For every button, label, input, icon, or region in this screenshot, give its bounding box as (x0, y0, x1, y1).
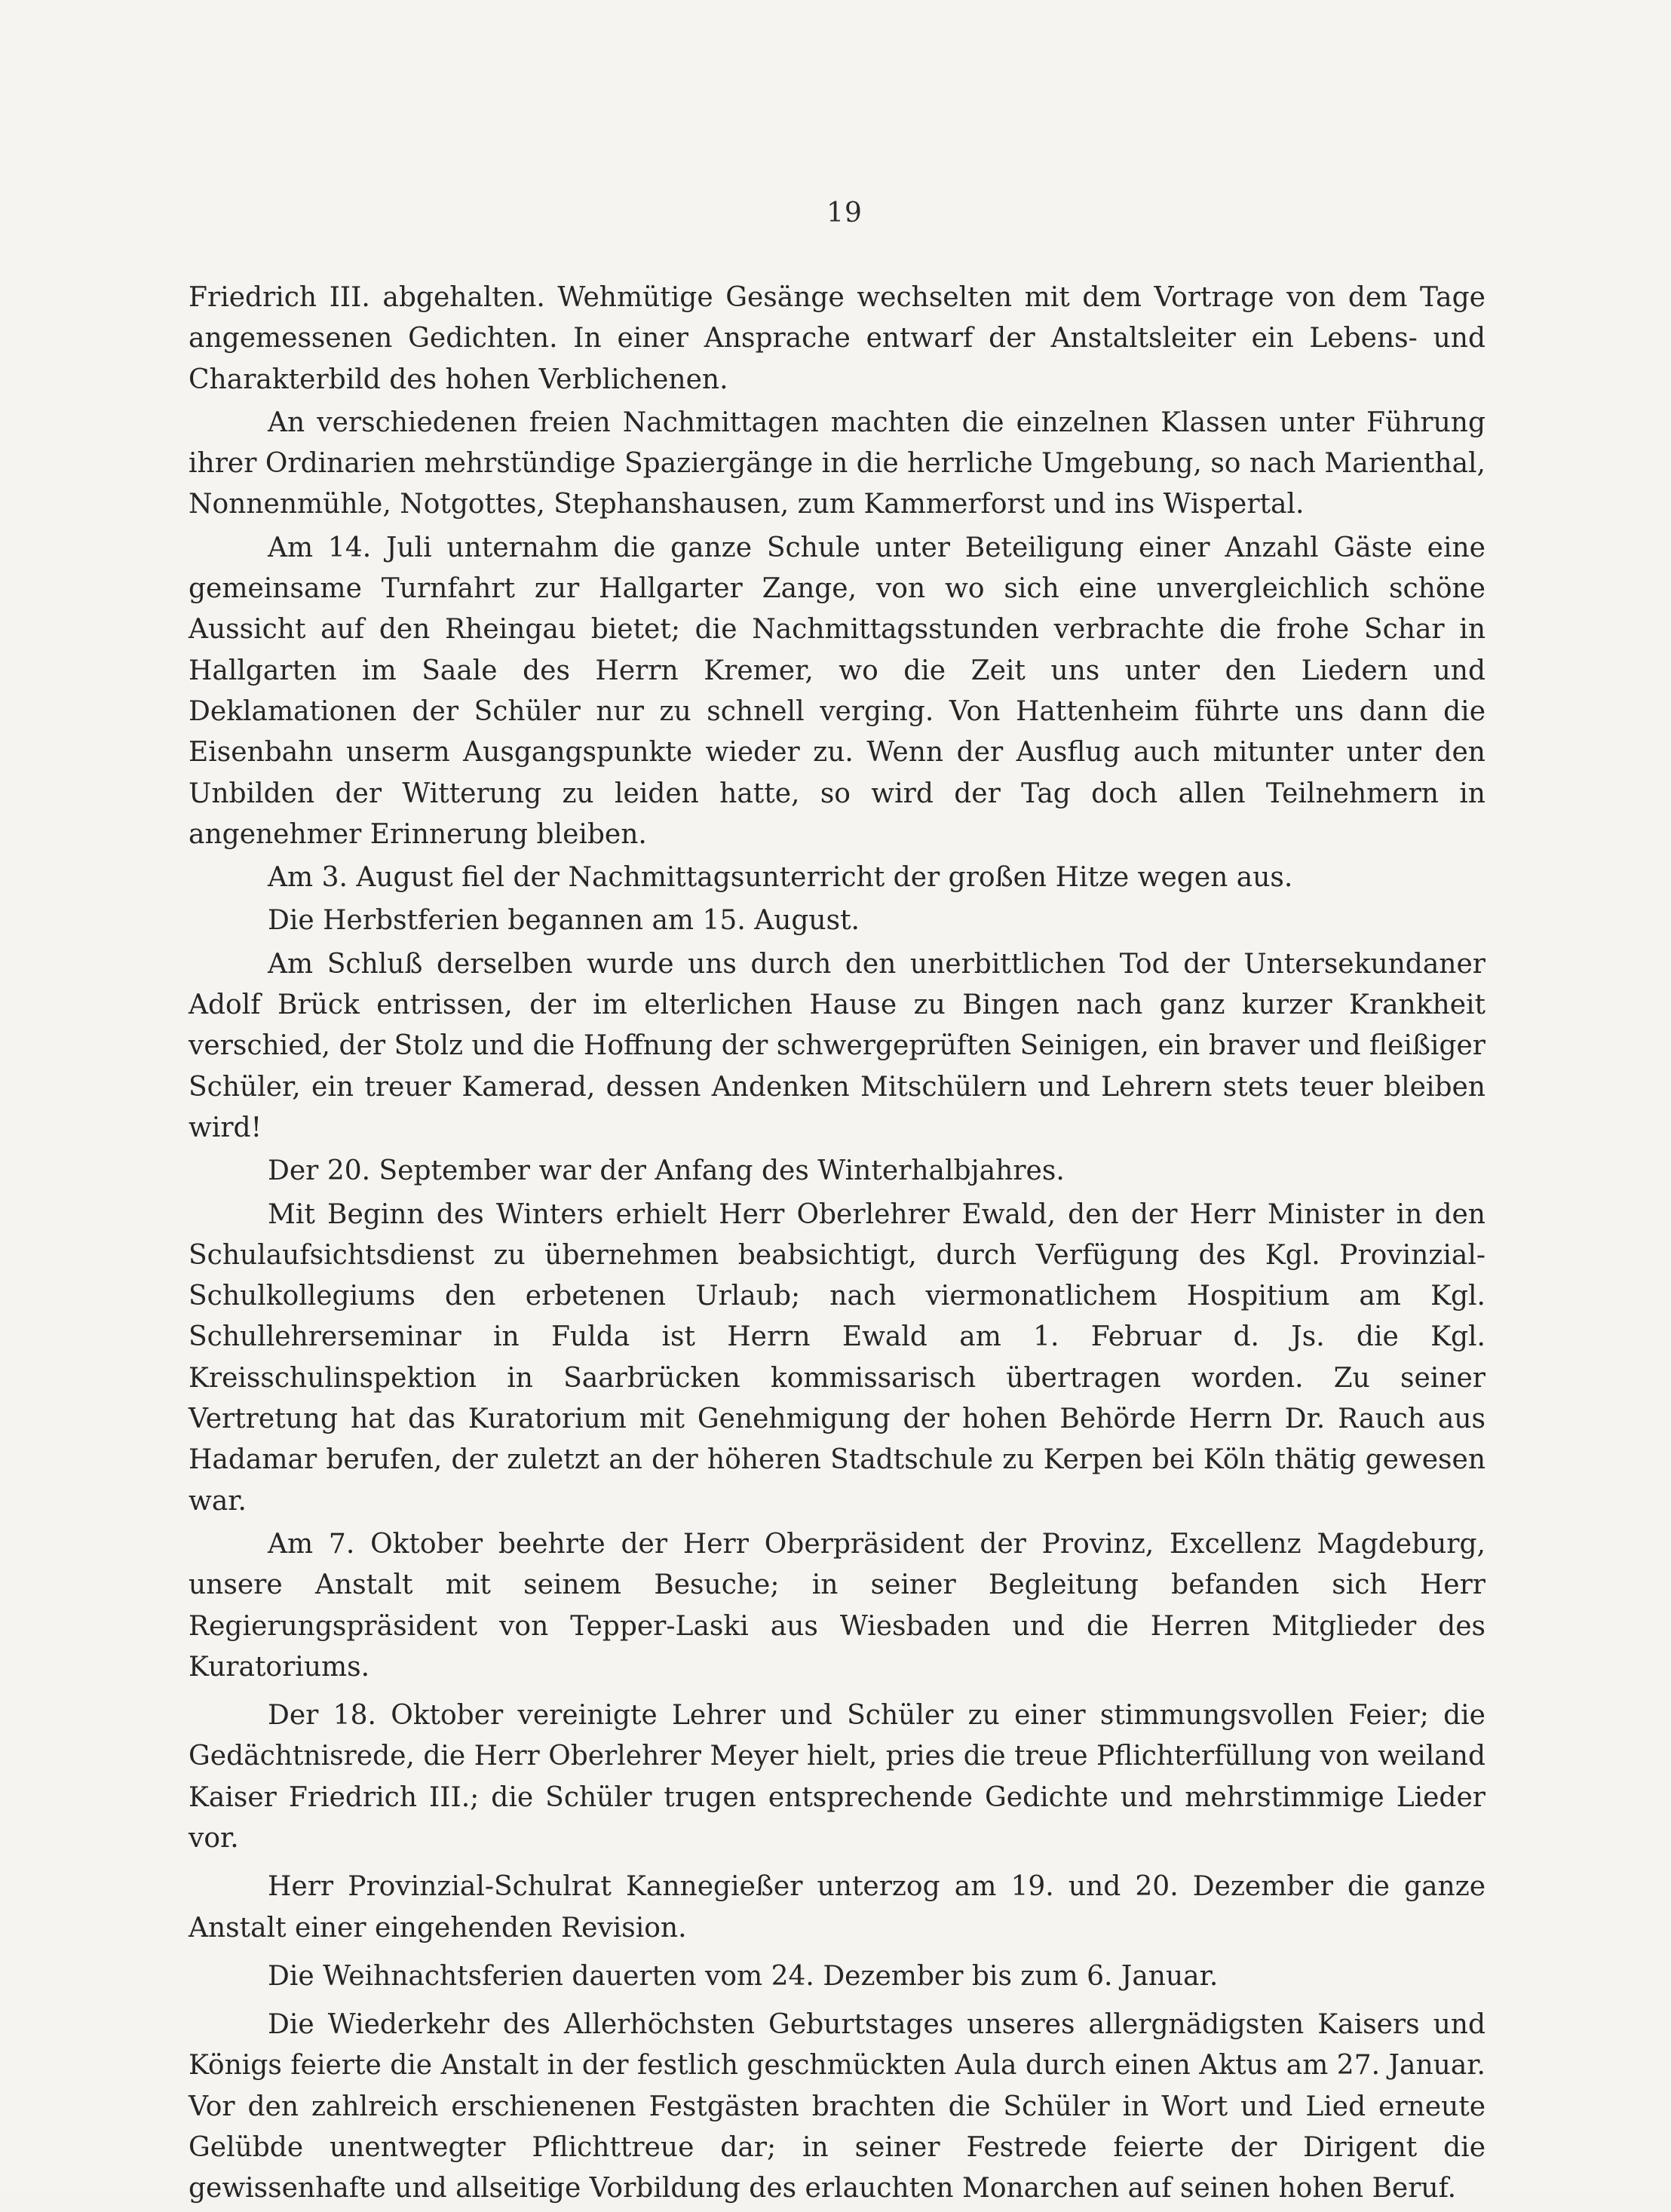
paragraph-autumn-holidays: Die Herbstferien begannen am 15. August. (268, 905, 860, 937)
paragraph-memorial: Der 18. Oktober vereinigte Lehrer und Schüler zu einer stimmungsvollen Feier; die Gedächtnisrede, die Herr Oberlehrer Meyer hielt, pries die treue Pflichterfüllung von weiland Kaiser Friedrich III.; die Schüler trugen entsprechende Gedichte und mehrstimmige Lieder vor. (189, 1700, 1486, 1854)
body-text (189, 278, 1486, 2212)
paragraph-visit: Am 7. Oktober beehrte der Herr Oberpräsident der Provinz, Excellenz Magdeburg, unsere Anstalt mit seinem Besuche; in seiner Begleitung befanden sich Herr Regierungspräsident von Tepper-Laski aus Wiesbaden und die Herren Mitglieder des Kuratoriums. (189, 1528, 1486, 1683)
page-number: 19 (826, 198, 863, 229)
paragraph-obituary: Am Schluß derselben wurde uns durch den unerbittlichen Tod der Untersekundaner Adolf Brück entrissen, der im elterlichen Hause zu Bingen nach ganz kurzer Krankheit verschied, der Stolz und die Hoffnung der schwergeprüften Seinigen, ein braver und fleißiger Schüler, ein treuer Kamerad, dessen Andenken Mitschülern und Lehrern stets teuer bleiben wird! (189, 948, 1486, 1143)
paragraph-turnfahrt: Am 14. Juli unternahm die ganze Schule unter Beteiligung einer Anzahl Gäste eine gemeinsame Turnfahrt zur Hallgarter Zange, von wo sich eine unvergleichlich schöne Aussicht auf den Rheingau bietet; die Nachmittagsstunden verbrachte die frohe Schar in Hallgarten im Saale des Herrn Kremer, wo die Zeit uns unter den Liedern und Deklamationen der Schüler nur zu schnell verging. Von Hattenheim führte uns dann die Eisenbahn unserm Ausgangspunkte wieder zu. Wenn der Ausflug auch mitunter unter den Unbilden der Witterung zu leiden hatte, so wird der Tag doch allen Teilnehmern in angenehmer Erinnerung bleiben. (189, 532, 1486, 850)
paragraph-winter-term: Der 20. September war der Anfang des Winterhalbjahres. (268, 1155, 1065, 1187)
paragraph-heat-holiday: Am 3. August fiel der Nachmittagsunterricht der großen Hitze wegen aus. (268, 862, 1293, 894)
paragraph-continuation: Friedrich III. abgehalten. Wehmütige Gesänge wechselten mit dem Vortrage von dem Tage angemessenen Gedichten. In einer Ansprache entwarf der Anstaltsleiter ein Lebens- und Charakterbild des hohen Verblichenen. (189, 282, 1486, 395)
paragraph-revision: Herr Provinzial-Schulrat Kannegießer unterzog am 19. und 20. Dezember die ganze Anstalt einer eingehenden Revision. (189, 1871, 1486, 1944)
paragraph-excursions: An verschiedenen freien Nachmittagen machten die einzelnen Klassen unter Führung ihrer Ordinarien mehrstündige Spaziergänge in die herrliche Umgebung, so nach Marienthal, Nonnenmühle, Notgottes, Stephanshausen, zum Kammerforst und ins Wispertal. (189, 407, 1486, 520)
paragraph-staff-change: Mit Beginn des Winters erhielt Herr Oberlehrer Ewald, den der Herr Minister in den Schulaufsichtsdienst zu übernehmen beabsichtigt, durch Verfügung des Kgl. Provinzial-Schulkollegiums den erbetenen Urlaub; nach viermonatlichem Hospitium am Kgl. Schullehrerseminar in Fulda ist Herrn Ewald am 1. Februar d. Js. die Kgl. Kreisschulinspektion in Saarbrücken kommissarisch übertragen worden. Zu seiner Vertretung hat das Kuratorium mit Genehmigung der hohen Behörde Herrn Dr. Rauch aus Hadamar berufen, der zuletzt an der höheren Stadtschule zu Kerpen bei Köln thätig gewesen war. (189, 1198, 1486, 1517)
paragraph-christmas: Die Weihnachtsferien dauerten vom 24. Dezember bis zum 6. Januar. (268, 1960, 1219, 1992)
paragraph-birthday: Die Wiederkehr des Allerhöchsten Geburtstages unseres allergnädigsten Kaisers und Königs feierte die Anstalt in der festlich geschmückten Aula durch einen Aktus am 27. Januar. Vor den zahlreich erschienenen Festgästen brachten die Schüler in Wort und Lied erneute Gelübde unentwegter Pflichttreue dar; in seiner Festrede feierte der Dirigent die gewissenhafte und allseitige Vorbildung des erlauchten Monarchen auf seinen hohen Beruf. (189, 2009, 1486, 2204)
